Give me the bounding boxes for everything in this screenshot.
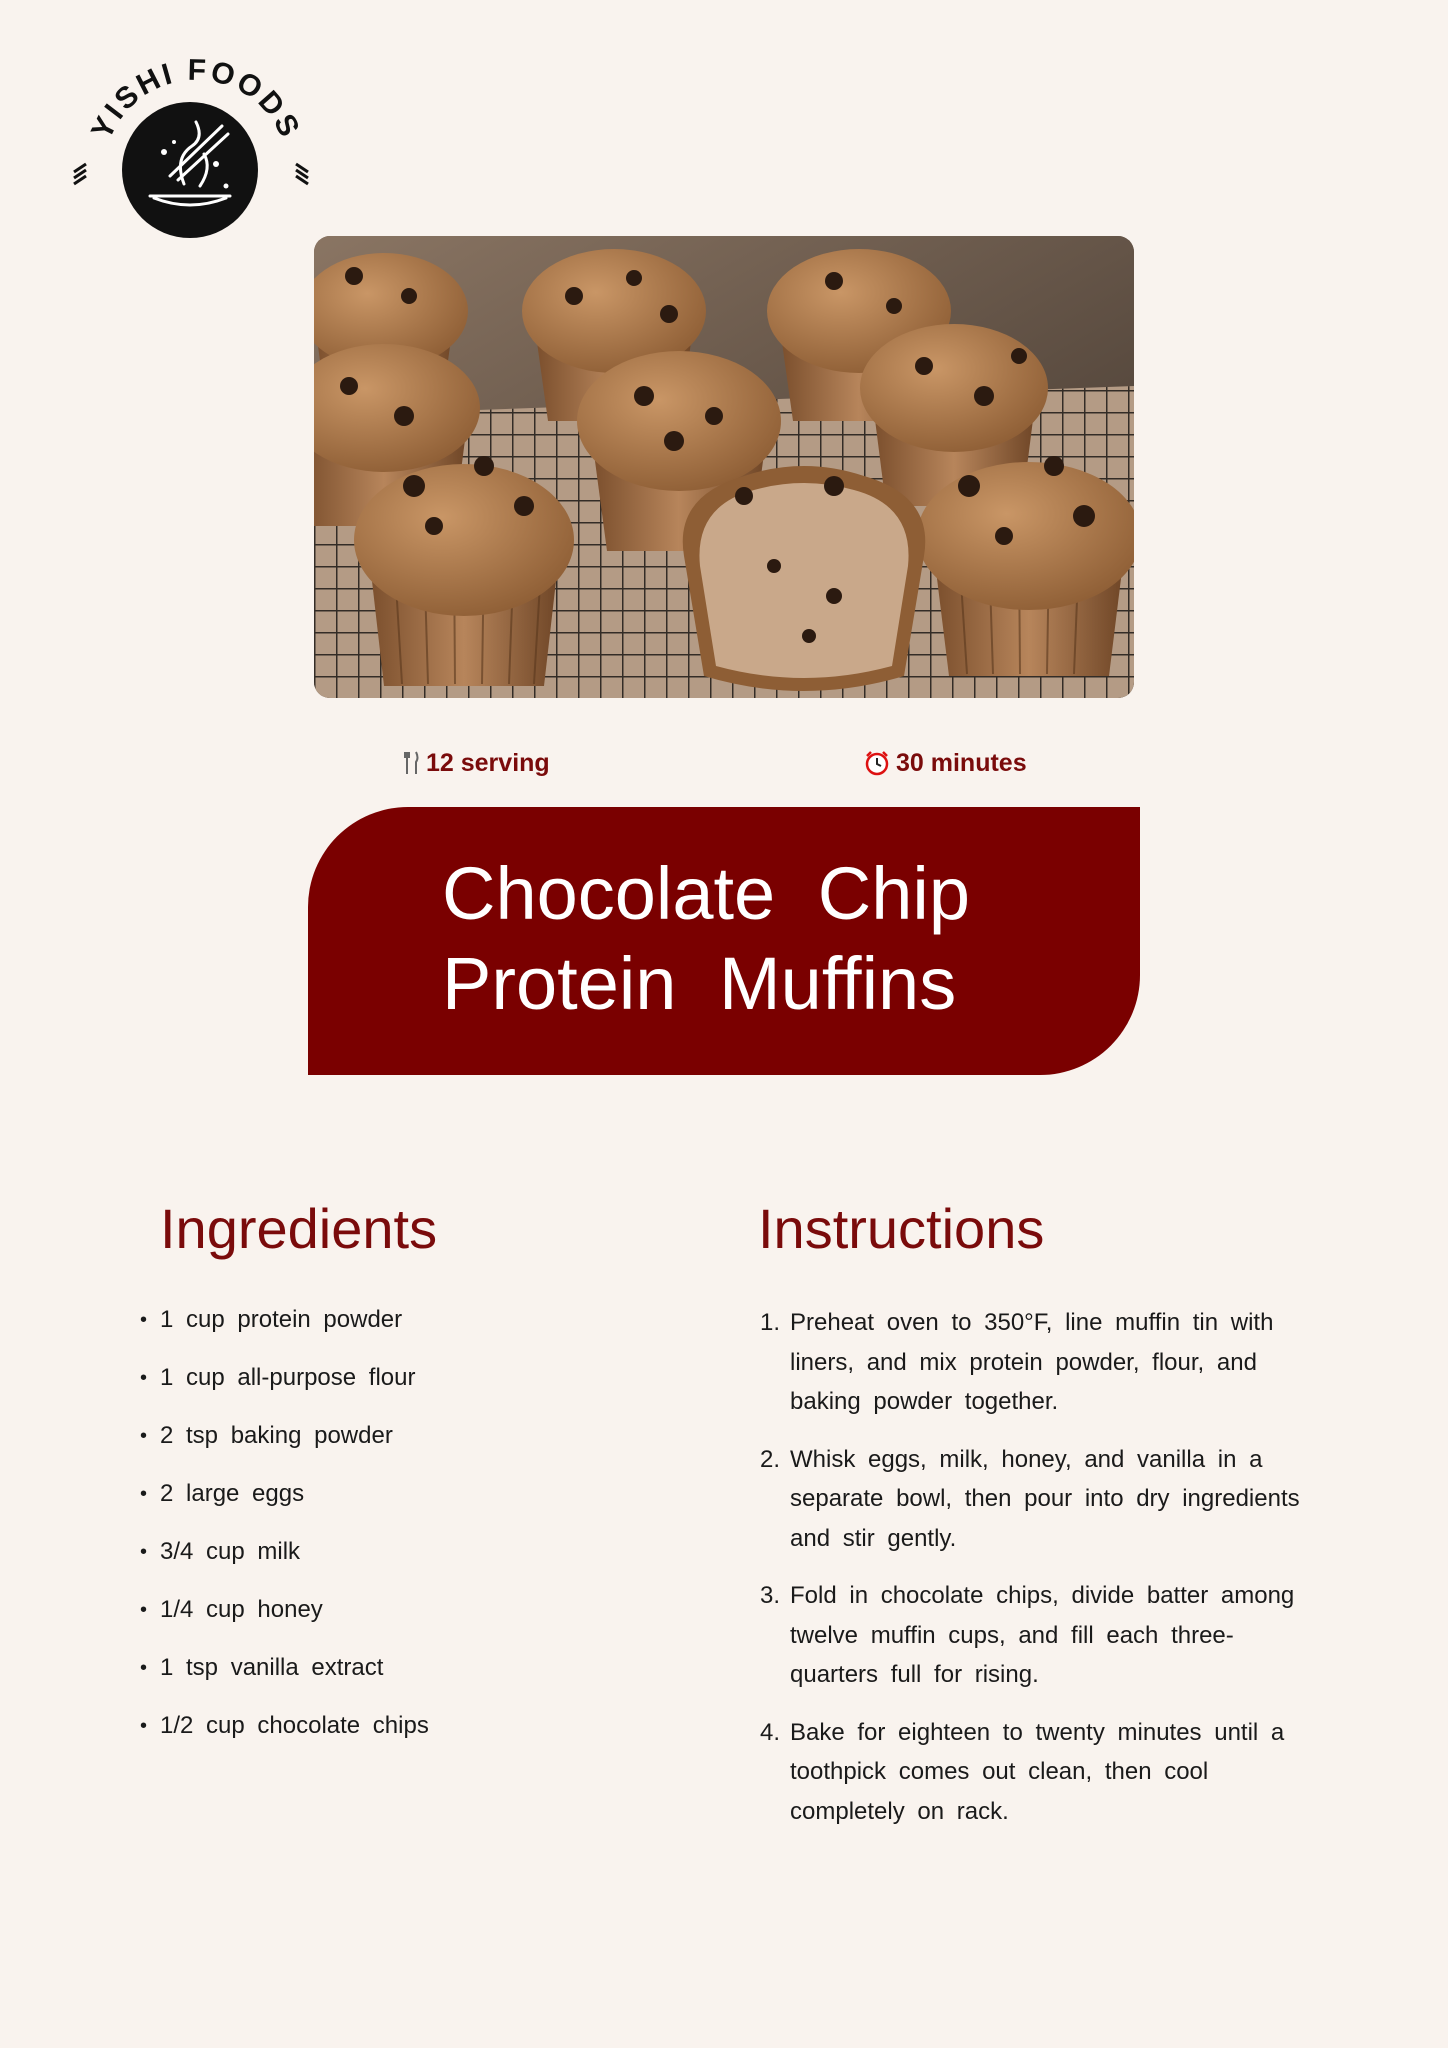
ingredient-item: • 2 tsp baking powder <box>140 1422 393 1449</box>
ingredient-item: • 1/2 cup chocolate chips <box>140 1712 429 1739</box>
step-text: Bake for eighteen to twenty minutes until a toothpick comes out clean, then cool completely on rack. <box>790 1718 1285 1825</box>
utensils-icon <box>404 750 420 776</box>
brand-name: YISHI FOODS <box>85 53 307 145</box>
servings-text: 12 serving <box>426 748 550 777</box>
brand-logo <box>66 46 316 246</box>
instruction-step <box>760 1576 1300 1695</box>
recipe-title <box>442 849 1102 1029</box>
step-text: Preheat oven to 350°F, line muffin tin with liners, and mix protein powder, flour, and baking powder together. <box>790 1309 1274 1415</box>
step-number: 2. <box>760 1445 781 1473</box>
instruction-step <box>760 1303 1300 1422</box>
step-text: Fold in chocolate chips, divide batter among twelve muffin cups, and fill each three-quarters full for rising. <box>790 1582 1295 1688</box>
instructions-heading: Instructions <box>758 1197 1045 1260</box>
time-text: 30 minutes <box>896 748 1027 777</box>
ingredient-item: • 1 cup protein powder <box>140 1306 403 1333</box>
instructions-list <box>760 1303 1300 1849</box>
instruction-step <box>760 1713 1300 1832</box>
recipe-title-line-1: Chocolate Chip <box>442 852 970 935</box>
recipe-title-line-2: Protein Muffins <box>442 942 957 1025</box>
ingredient-item: • 1 tsp vanilla extract <box>140 1654 384 1681</box>
ingredients-heading: Ingredients <box>160 1197 438 1260</box>
step-number: 3. <box>760 1582 781 1609</box>
ingredient-item: • 3/4 cup milk <box>140 1538 301 1565</box>
step-text: Whisk eggs, milk, honey, and vanilla in a separate bowl, then pour into dry ingredients and stir gently. <box>790 1445 1300 1552</box>
alarm-clock-icon <box>864 750 890 776</box>
title-banner <box>308 807 1140 1075</box>
muffins-illustration <box>314 236 1134 698</box>
ingredients-list <box>140 1300 660 1764</box>
instruction-step <box>760 1440 1300 1559</box>
step-number: 4. <box>760 1718 781 1746</box>
ingredient-item: • 1/4 cup honey <box>140 1596 323 1623</box>
servings-info <box>404 746 550 780</box>
time-info <box>864 746 1027 780</box>
ingredient-item: • 1 cup all-purpose flour <box>140 1364 416 1391</box>
hero-image <box>314 236 1134 698</box>
step-number: 1. <box>760 1309 781 1336</box>
ingredient-item: • 2 large eggs <box>140 1480 305 1507</box>
